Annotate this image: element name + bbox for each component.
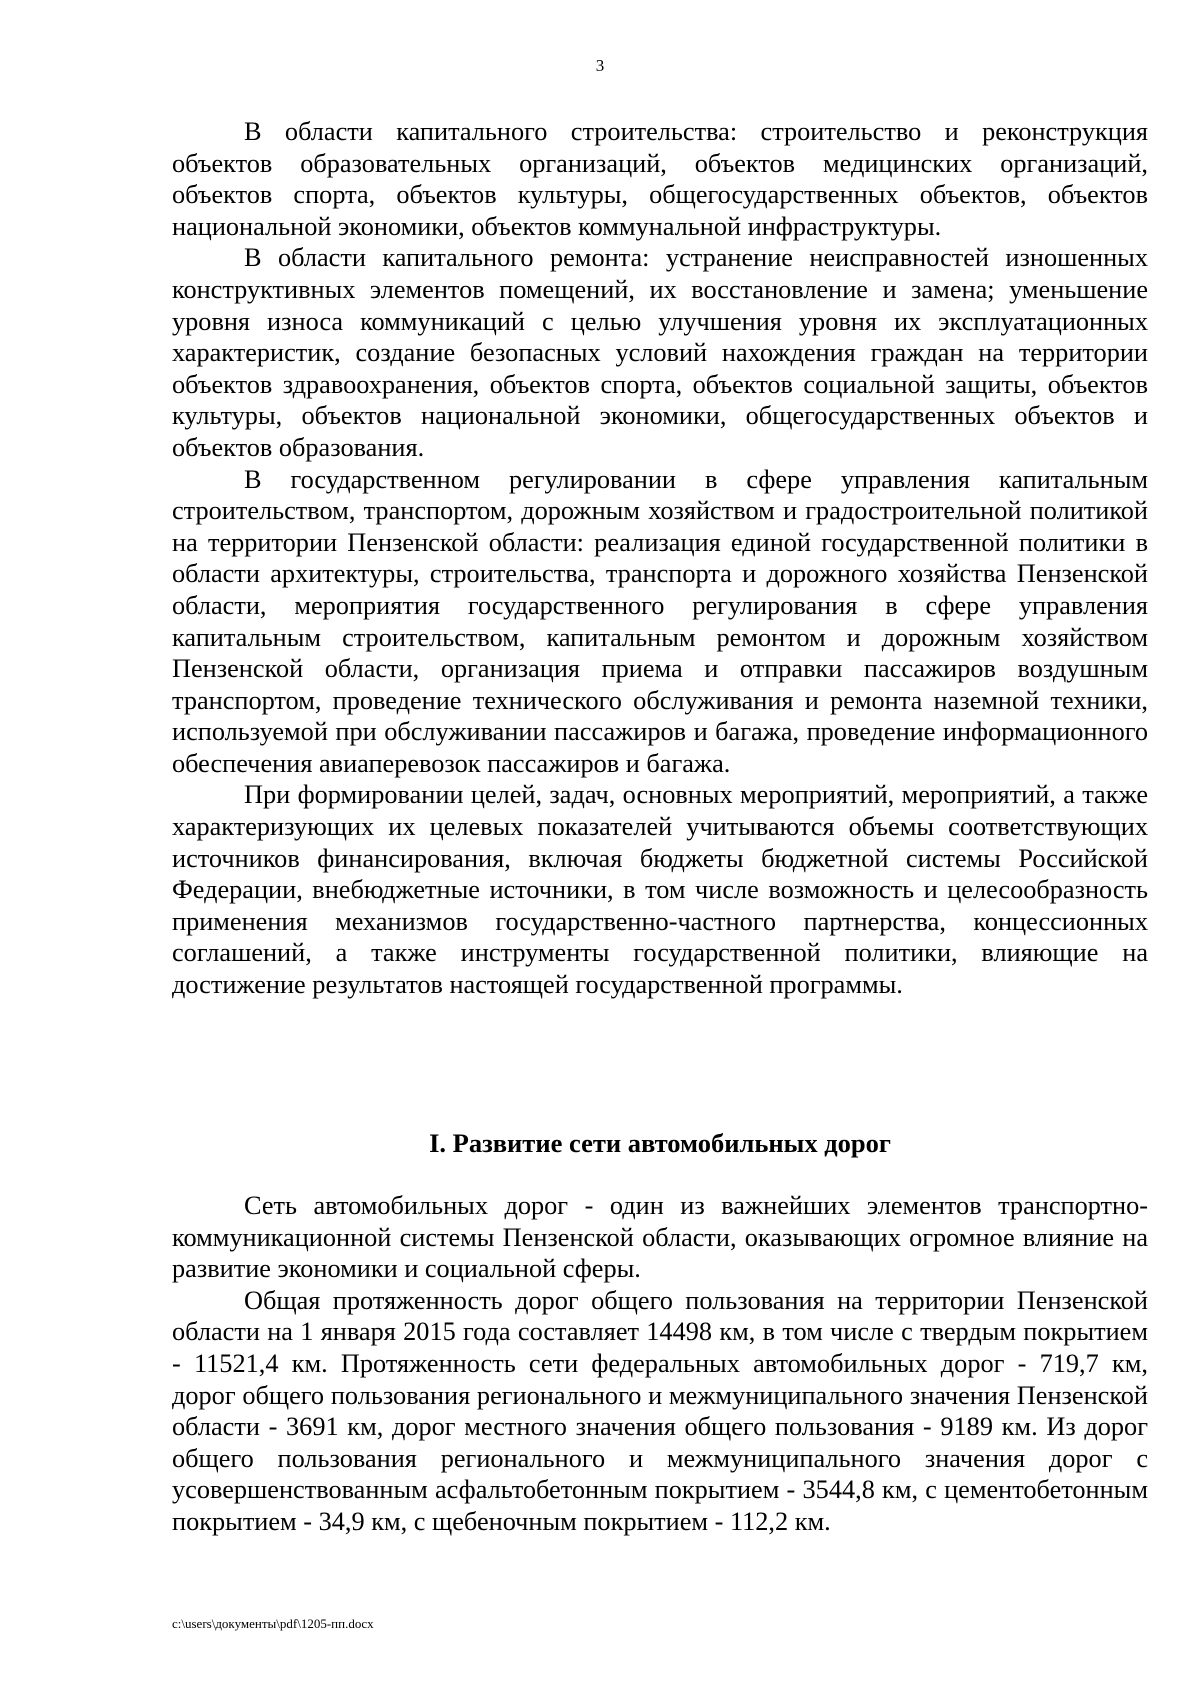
section-text-block: [172, 1190, 1148, 1538]
intro-text-block: [172, 116, 1148, 1001]
paragraph-capital-construction: В области капитального строительства: строительство и реконструкция объектов образовательных организаций, объектов медицинских организаций, объектов спорта, объектов культуры, общегосударственных объектов, объектов национальной экономики, объектов коммунальной инфраструктуры.: [172, 117, 1148, 241]
paragraph-goals-formation: При формировании целей, задач, основных мероприятий, мероприятий, а также характеризующих их целевых показателей учитываются объемы соответствующих источников финансирования, включая бюджеты бюджетной системы Российской Федерации, внебюджетные источники, в том числе возможность и целесообразность применения механизмов государственно-частного партнерства, концессионных соглашений, а также инструменты государственной политики, влияющие на достижение результатов настоящей государственной программы.: [172, 780, 1148, 1000]
page-number: 3: [595, 56, 605, 75]
paragraph-road-network: Сеть автомобильных дорог - один из важнейших элементов транспортно-коммуникационной системы Пензенской области, оказывающих огромное влияние на развитие экономики и социальной сферы.: [172, 1191, 1148, 1284]
paragraph-road-length: Общая протяженность дорог общего пользования на территории Пензенской области на 1 января 2015 года составляет 14498 км, в том числе с твердым покрытием - 11521,4 км. Протяженность сети федеральных автомобильных дорог - 719,7 км, дорог общего пользования регионального и межмуниципального значения Пензенской области - 3691 км, дорог местного значения общего пользования - 9189 км. Из дорог общего пользования регионального и межмуниципального значения дорог с усовершенствованным асфальтобетонным покрытием - 3544,8 км, с цементобетонным покрытием - 34,9 км, с щебеночным покрытием - 112,2 км.: [172, 1285, 1148, 1536]
paragraph-capital-repair: В области капитального ремонта: устранение неисправностей изношенных конструктивных элементов помещений, их восстановление и замена; уменьшение уровня износа коммуникаций с целью улучшения уровня их эксплуатационных характеристик, создание безопасных условий нахождения граждан на территории объектов здравоохранения, объектов спорта, объектов социальной защиты, объектов культуры, объектов национальной экономики, общегосударственных объектов и объектов образования.: [172, 243, 1148, 462]
footer-file-path: c:\users\документы\pdf\1205-пп.docx: [172, 1616, 374, 1631]
paragraph-state-regulation: В государственном регулировании в сфере управления капитальным строительством, транспортом, дорожным хозяйством и градостроительной политикой на территории Пензенской области: реализация единой государственной политики в области архитектуры, строительства, транспорта и дорожного хозяйства Пензенской области, мероприятия государственного регулирования в сфере управления капитальным строительством, капитальным ремонтом и дорожным хозяйством Пензенской области, организация приема и отправки пассажиров воздушным транспортом, проведение технического обслуживания и ремонта наземной техники, используемой при обслуживании пассажиров и багажа, проведение информационного обеспечения авиаперевозок пассажиров и багажа.: [172, 464, 1148, 778]
section-heading: I. Развитие сети автомобильных дорог: [429, 1128, 891, 1158]
